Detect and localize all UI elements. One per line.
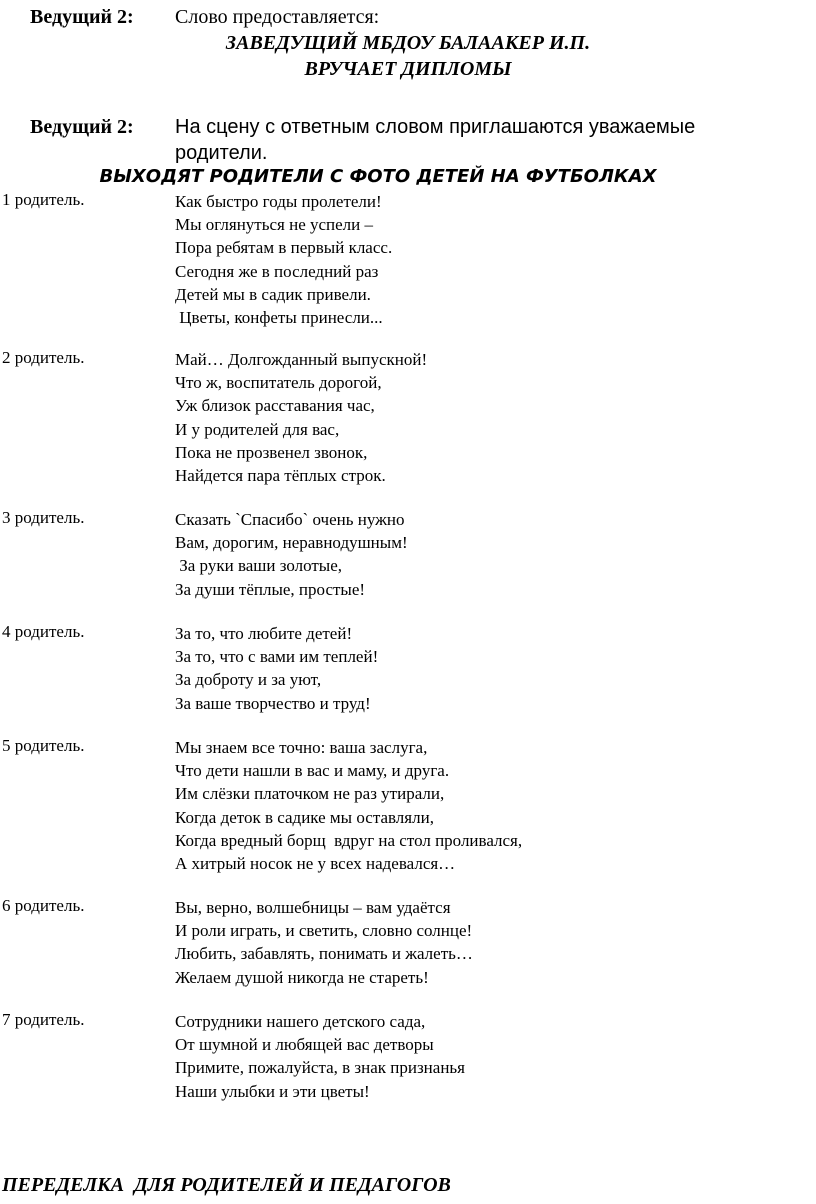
verse-line: Им слёзки платочком не раз утирали, <box>175 784 445 804</box>
verse-line: А хитрый носок не у всех надевался… <box>175 853 456 873</box>
stanza-lines <box>175 622 378 715</box>
verse-line: Сказать `Спасибо` очень нужно <box>175 510 405 529</box>
stanza-lines <box>175 508 408 601</box>
verse-line: Цветы, конфеты принесли... <box>175 307 383 327</box>
host-text: На сцену с ответным словом приглашаются уважаемые <box>175 116 696 138</box>
host-emphasis-line-2: ВРУЧАЕТ ДИПЛОМЫ <box>304 58 512 80</box>
verse-line: Как быстро годы пролетели! <box>175 192 382 211</box>
footer-heading: ПЕРЕДЕЛКА ДЛЯ РОДИТЕЛЕЙ И ПЕДАГОГОВ <box>2 1174 451 1196</box>
verse-line: Пора ребятам в первый класс. <box>175 238 393 258</box>
speaker-label: 5 родитель. <box>2 736 85 755</box>
speaker-label: 2 родитель. <box>2 348 85 367</box>
speaker-label: 6 родитель. <box>2 896 85 915</box>
host-emphasis-line-1: ЗАВЕДУЩИЙ МБДОУ БАЛААКЕР И.П. <box>225 32 591 54</box>
stanza-lines <box>175 190 392 329</box>
verse-line: Когда вредный борщ вдруг на стол проливался, <box>175 830 523 850</box>
section-heading: ВЫХОДЯТ РОДИТЕЛИ С ФОТО ДЕТЕЙ НА ФУТБОЛКАХ <box>99 166 657 187</box>
verse-line: От шумной и любящей вас детворы <box>175 1035 434 1055</box>
verse-line: За ваше творчество и труд! <box>175 693 371 713</box>
verse-line: Мы знаем все точно: ваша заслуга, <box>175 738 428 757</box>
verse-line: Пока не прозвенел звонок, <box>175 442 368 462</box>
host-text: родители. <box>175 142 268 164</box>
verse-line: За доброту и за уют, <box>175 670 322 690</box>
verse-line: Когда деток в садике мы оставляли, <box>175 807 434 827</box>
verse-line: За то, что с вами им теплей! <box>175 647 379 667</box>
stanza-lines <box>175 1010 465 1103</box>
verse-line: Уж близок расставания час, <box>175 396 375 416</box>
verse-line: Детей мы в садик привели. <box>175 284 371 304</box>
stanza-lines <box>175 348 427 487</box>
speaker-label: 7 родитель. <box>2 1010 85 1029</box>
verse-line: Май… Долгожданный выпускной! <box>175 350 428 369</box>
verse-line: Что ж, воспитатель дорогой, <box>175 373 382 393</box>
speaker-label: 4 родитель. <box>2 622 85 641</box>
speaker-label: 3 родитель. <box>2 508 85 527</box>
host-text: Слово предоставляется: <box>175 6 380 28</box>
stanza-lines <box>175 896 473 989</box>
verse-line: И у родителей для вас, <box>175 419 340 439</box>
verse-line: Наши улыбки и эти цветы! <box>175 1081 370 1101</box>
verse-line: И роли играть, и светить, словно солнце! <box>175 921 473 941</box>
verse-line: За руки ваши золотые, <box>175 556 343 576</box>
host-label: Ведущий 2: <box>30 6 134 28</box>
verse-line: Примите, пожалуйста, в знак признанья <box>175 1058 465 1078</box>
verse-line: Желаем душой никогда не стареть! <box>175 967 429 987</box>
verse-line: Что дети нашли в вас и маму, и друга. <box>175 761 450 781</box>
verse-line: За то, что любите детей! <box>175 624 353 643</box>
verse-line: Мы оглянуться не успели – <box>175 215 374 235</box>
verse-line: Любить, забавлять, понимать и жалеть… <box>175 944 473 964</box>
host-label: Ведущий 2: <box>30 116 134 138</box>
verse-line: Сотрудники нашего детского сада, <box>175 1012 426 1031</box>
verse-line: Найдется пара тёплых строк. <box>175 465 386 485</box>
verse-line: Сегодня же в последний раз <box>175 261 379 281</box>
speaker-label: 1 родитель. <box>2 190 85 209</box>
verse-line: Вы, верно, волшебницы – вам удаётся <box>175 898 451 917</box>
stanza-lines <box>175 736 522 875</box>
verse-line: Вам, дорогим, неравнодушным! <box>175 533 408 553</box>
verse-line: За души тёплые, простые! <box>175 579 366 599</box>
